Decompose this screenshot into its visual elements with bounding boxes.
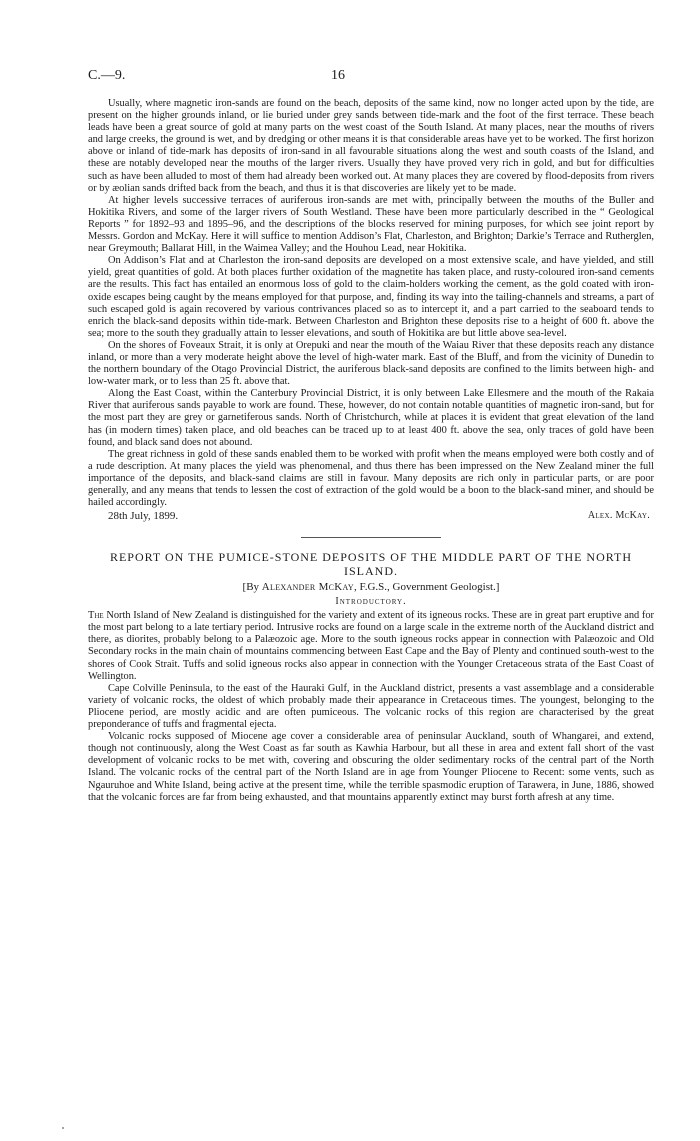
signature-name: Alex. McKay. xyxy=(587,510,650,522)
page-speck xyxy=(62,1127,64,1129)
paragraph: On Addison’s Flat and at Charleston the iron-sand deposits are developed on a most extensive scale, and have yielded, and still yield, great quantities of gold. At both places further oxidation of the magnetite has taken place, and rusty-coloured iron-sand cements are the results. This fact has entailed an enormous loss of gold to the claim-holders working the cement, as the gold coated with iron-oxide escapes being caught by the means employed for that purpose, and, finding its way into the tailing-channels and streams, a part of such escaped gold is again recovered by various contrivances placed so as to intercept it, and a part carried to the seaboard tends to enrich the black-sand deposits within tide-mark. Between Charleston and Brighton these deposits rise to a height of 600 ft. above the sea; more to the south they gradually attain to lesser elevations, and south of Hokitika are but little above sea-level. xyxy=(88,255,654,339)
paragraph-text: North Island of New Zealand is distinguished for the variety and extent of its igneous rocks. These are in great part eruptive and for the most part belong to a late tertiary period. Intrusive rocks are found on a large scale in the extreme north of the Auckland district and there, as diorites, probably belong to a Palæozoic age. More to the south igneous rocks appear in connection with Palæozoic and Old Secondary rocks in the main chain of mountains commencing between East Cape and the Bay of Plenty and continued south-west to the shores of Cook Strait. Tuffs and solid igneous rocks also appear in connection with the Younger Cretaceous strata of the East Coast of Wellington. xyxy=(88,610,654,682)
page-number: 16 xyxy=(331,68,345,83)
section-divider xyxy=(301,537,441,538)
paragraph: Along the East Coast, within the Canterbury Provincial District, it is only between Lake Ellesmere and the mouth of the Rakaia River that auriferous sands payable to work are found. These, however, do not contain notable quantities of magnetic iron-sand, but for the most part they are grey or garnetiferous sands. North of Christchurch, while at places it is evident that great elevation of the land has (in modern times) taken place, and old beaches can be traced up to at least 400 ft. above the sea, only traces of gold have been found, and black sand does not abound. xyxy=(88,388,654,448)
byline-prefix: [By xyxy=(242,581,262,594)
paragraph xyxy=(88,610,654,683)
paragraph: The great richness in gold of these sands enabled them to be worked with profit when the means employed were both costly and of a rude description. At many places the yield was phenomenal, and thus there has been impressed on the New Zealand miner the full importance of the deposits, and black-sand claims are still in favour. Many deposits are rich only in particular parts, or are poor generally, and any means that tends to lessen the cost of extraction of the gold would be a boon to the black-sand miner, and should be hailed accordingly. xyxy=(88,448,654,509)
paragraph: Volcanic rocks supposed of Miocene age cover a considerable area of peninsular Auckland, south of Whangarei, and extend, though not continuously, along the West Coast as far south as Kawhia Harbour, but all these in area and extent fall short of the vast development of volcanic rocks to be met with, covering and obscuring the older sedimentary rocks of the central part of the North Island. The volcanic rocks of the central part of the North Island are in age from Younger Pliocene to Recent: some vents, such as Ngauruhoe and White Island, being active at the present time, while the terrible spasmodic eruption of Tarawera, in June, 1886, showed that the volcanic forces are far from being exhausted, and that mountains apparently extinct may burst forth afresh at any time. xyxy=(88,731,654,803)
report-byline xyxy=(88,581,654,594)
document-code: C.—9. xyxy=(88,68,126,83)
page-body xyxy=(88,98,654,804)
byline-suffix: , F.G.S., Government Geologist.] xyxy=(353,581,500,594)
paragraph: At higher levels successive terraces of auriferous iron-sands are met with, principally between the mouths of the Buller and Hokitika Rivers, and some of the larger rivers of South Westland. These have been more particularly described in the “ Geological Reports ” for 1892–93 and 1895–96, and the descriptions of the blocks reserved for mining purposes, for which see joint report by Messrs. Gordon and McKay. Here it will suffice to mention Addison’s Flat, Charleston, and Brighton; Darkie’s Terrace and Rutherglen, near Greymouth; Ballarat Hill, in the Waimea Valley; and the Houhou Lead, near Hokitika. xyxy=(88,194,654,255)
report-title: REPORT ON THE PUMICE-STONE DEPOSITS OF THE MIDDLE PART OF THE NORTH ISLAND. xyxy=(109,550,633,579)
signature-line xyxy=(88,510,654,523)
section-heading: Introductory. xyxy=(335,596,407,608)
paragraph: Cape Colville Peninsula, to the east of the Hauraki Gulf, in the Auckland district, presents a vast assemblage and a considerable variety of volcanic rocks, the oldest of which probably made their appearance in Cretaceous times. The youngest, belonging to the Pliocene period, are mostly acidic and are often pumiceous. The volcanic rocks of this region are characterised by the great preponderance of tuffs and fragmental ejecta. xyxy=(88,682,654,731)
paragraph-lead-word: The xyxy=(88,610,104,622)
signature-date: 28th July, 1899. xyxy=(108,510,179,523)
page-header xyxy=(88,70,648,86)
byline-author: Alexander McKay xyxy=(261,581,354,594)
paragraph: Usually, where magnetic iron-sands are found on the beach, deposits of the same kind, now no longer acted upon by the tide, are present on the higher grounds inland, or lie buried under grey sands between tide-mark and the foot of the first terrace. These beach leads have been a great source of gold at many parts on the west coast of the South Island. At many places, near the mouths of rivers and large creeks, the ground is wet, and by dredging or other means it is that considerable areas have yet to be worked. The first horizon above or inland of tide-mark has deposits of iron-sand in all favourable situations along the west and south coasts of the Island, and these are notably developed near the mouths of the larger rivers. Usually they have proved very rich in gold, and but for difficulties such as have been alluded to most of them had already been worked out. At many places they are covered by flood-deposits from rivers or by æolian sands drifted back from the beach, and thus it is that discoveries are likely yet to be made. xyxy=(88,98,654,194)
paragraph: On the shores of Foveaux Strait, it is only at Orepuki and near the mouth of the Waiau River that these deposits reach any distance inland, or more than a very moderate height above the level of high-water mark. East of the Bluff, and from the vicinity of Dunedin to the northern boundary of the Otago Provincial District, the auriferous black-sand deposits are confined to the limits between high- and low-water mark, or to less than 25 ft. above that. xyxy=(88,339,654,388)
